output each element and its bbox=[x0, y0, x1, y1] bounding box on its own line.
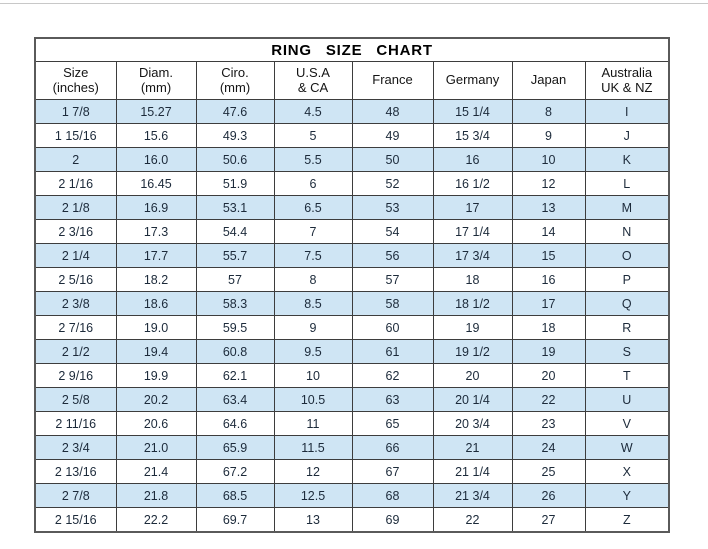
table-cell: 59.5 bbox=[196, 316, 274, 340]
table-cell: 50.6 bbox=[196, 148, 274, 172]
table-cell: 57 bbox=[196, 268, 274, 292]
column-header-line1: France bbox=[372, 72, 413, 88]
table-cell: 22.2 bbox=[116, 508, 196, 533]
table-cell: 9.5 bbox=[274, 340, 352, 364]
table-cell: 12 bbox=[512, 172, 585, 196]
table-cell: V bbox=[585, 412, 669, 436]
table-cell: 57 bbox=[352, 268, 433, 292]
column-header-line2: UK & NZ bbox=[601, 79, 653, 95]
table-row bbox=[35, 172, 669, 196]
table-cell: 21.8 bbox=[116, 484, 196, 508]
table-cell: 6 bbox=[274, 172, 352, 196]
table-cell: 19.9 bbox=[116, 364, 196, 388]
table-row bbox=[35, 292, 669, 316]
table-cell: 67.2 bbox=[196, 460, 274, 484]
table-cell: 21.4 bbox=[116, 460, 196, 484]
column-header-line2: (mm) bbox=[219, 79, 251, 95]
table-cell: 17 bbox=[512, 292, 585, 316]
table-row bbox=[35, 412, 669, 436]
table-cell: 15 3/4 bbox=[433, 124, 512, 148]
table-cell: 6.5 bbox=[274, 196, 352, 220]
table-cell: 18 1/2 bbox=[433, 292, 512, 316]
table-cell: 21.0 bbox=[116, 436, 196, 460]
table-cell: 15.27 bbox=[116, 100, 196, 124]
table-cell: 64.6 bbox=[196, 412, 274, 436]
table-cell: 26 bbox=[512, 484, 585, 508]
table-cell: 47.6 bbox=[196, 100, 274, 124]
table-cell: 19 bbox=[512, 340, 585, 364]
column-header bbox=[274, 62, 352, 100]
table-cell: 56 bbox=[352, 244, 433, 268]
table-cell: 2 5/16 bbox=[35, 268, 116, 292]
page-title: RING SIZE CHART bbox=[35, 38, 669, 62]
table-cell: 13 bbox=[274, 508, 352, 533]
column-header-line2: & CA bbox=[297, 79, 329, 95]
column-header bbox=[116, 62, 196, 100]
table-cell: Y bbox=[585, 484, 669, 508]
table-cell: 2 1/2 bbox=[35, 340, 116, 364]
table-cell: 9 bbox=[274, 316, 352, 340]
table-cell: 52 bbox=[352, 172, 433, 196]
table-cell: 25 bbox=[512, 460, 585, 484]
table-body bbox=[35, 100, 669, 533]
table-row bbox=[35, 388, 669, 412]
table-row bbox=[35, 364, 669, 388]
table-cell: 5.5 bbox=[274, 148, 352, 172]
table-cell: 15.6 bbox=[116, 124, 196, 148]
table-cell: 10.5 bbox=[274, 388, 352, 412]
column-header bbox=[352, 62, 433, 100]
table-cell: 1 15/16 bbox=[35, 124, 116, 148]
column-header bbox=[196, 62, 274, 100]
column-header-line1: U.S.A bbox=[296, 64, 330, 80]
table-row bbox=[35, 484, 669, 508]
table-cell: 16.0 bbox=[116, 148, 196, 172]
table-cell: 18.6 bbox=[116, 292, 196, 316]
table-cell: 20.2 bbox=[116, 388, 196, 412]
table-cell: 21 3/4 bbox=[433, 484, 512, 508]
top-divider-line bbox=[0, 3, 708, 4]
column-header-line2: (mm) bbox=[140, 79, 172, 95]
table-cell: 5 bbox=[274, 124, 352, 148]
table-cell: 49.3 bbox=[196, 124, 274, 148]
table-cell: 20 1/4 bbox=[433, 388, 512, 412]
table-cell: 69 bbox=[352, 508, 433, 533]
table-row bbox=[35, 436, 669, 460]
title-row bbox=[35, 38, 669, 62]
table-cell: Z bbox=[585, 508, 669, 533]
table-row bbox=[35, 220, 669, 244]
table-cell: 65.9 bbox=[196, 436, 274, 460]
table-cell: 62.1 bbox=[196, 364, 274, 388]
table-cell: 17 1/4 bbox=[433, 220, 512, 244]
table-cell: 49 bbox=[352, 124, 433, 148]
table-row bbox=[35, 244, 669, 268]
column-header-line1: Ciro. bbox=[221, 64, 249, 80]
table-cell: 20 3/4 bbox=[433, 412, 512, 436]
table-cell: 2 11/16 bbox=[35, 412, 116, 436]
table-cell: 55.7 bbox=[196, 244, 274, 268]
column-header-line1: Japan bbox=[530, 72, 567, 88]
table-cell: 53.1 bbox=[196, 196, 274, 220]
table-cell: 16.45 bbox=[116, 172, 196, 196]
table-cell: 17.7 bbox=[116, 244, 196, 268]
table-cell: 27 bbox=[512, 508, 585, 533]
table-row bbox=[35, 148, 669, 172]
table-cell: 66 bbox=[352, 436, 433, 460]
table-cell: 22 bbox=[512, 388, 585, 412]
table-row bbox=[35, 508, 669, 533]
table-row bbox=[35, 268, 669, 292]
table-cell: 2 3/8 bbox=[35, 292, 116, 316]
table-cell: 19 1/2 bbox=[433, 340, 512, 364]
table-cell: O bbox=[585, 244, 669, 268]
table-cell: 2 9/16 bbox=[35, 364, 116, 388]
table-cell: 19 bbox=[433, 316, 512, 340]
table-cell: 48 bbox=[352, 100, 433, 124]
table-cell: 20 bbox=[433, 364, 512, 388]
table-cell: N bbox=[585, 220, 669, 244]
table-cell: 7.5 bbox=[274, 244, 352, 268]
column-header-line2: (inches) bbox=[52, 79, 99, 95]
table-cell: 16.9 bbox=[116, 196, 196, 220]
table-cell: 10 bbox=[512, 148, 585, 172]
column-header bbox=[585, 62, 669, 100]
table-cell: U bbox=[585, 388, 669, 412]
table-cell: 11.5 bbox=[274, 436, 352, 460]
table-row bbox=[35, 100, 669, 124]
table-cell: 65 bbox=[352, 412, 433, 436]
table-cell: 12 bbox=[274, 460, 352, 484]
table-cell: 60.8 bbox=[196, 340, 274, 364]
table-cell: 8.5 bbox=[274, 292, 352, 316]
table-cell: 13 bbox=[512, 196, 585, 220]
column-header-line1: Australia bbox=[601, 64, 653, 80]
column-header-line1: Size bbox=[63, 64, 89, 80]
table-cell: 2 7/8 bbox=[35, 484, 116, 508]
table-cell: 15 1/4 bbox=[433, 100, 512, 124]
table-cell: 54 bbox=[352, 220, 433, 244]
table-cell: 2 1/16 bbox=[35, 172, 116, 196]
table-cell: 2 bbox=[35, 148, 116, 172]
table-cell: S bbox=[585, 340, 669, 364]
table-cell: 2 3/4 bbox=[35, 436, 116, 460]
table-row bbox=[35, 196, 669, 220]
table-cell: 2 1/4 bbox=[35, 244, 116, 268]
table-cell: 69.7 bbox=[196, 508, 274, 533]
table-cell: 2 13/16 bbox=[35, 460, 116, 484]
table-cell: 21 1/4 bbox=[433, 460, 512, 484]
table-cell: 50 bbox=[352, 148, 433, 172]
table-cell: 18.2 bbox=[116, 268, 196, 292]
table-cell: 2 15/16 bbox=[35, 508, 116, 533]
table-cell: 68.5 bbox=[196, 484, 274, 508]
table-cell: 51.9 bbox=[196, 172, 274, 196]
table-cell: L bbox=[585, 172, 669, 196]
table-cell: 68 bbox=[352, 484, 433, 508]
table-cell: T bbox=[585, 364, 669, 388]
table-row bbox=[35, 124, 669, 148]
column-header-line1: Diam. bbox=[139, 64, 173, 80]
table-cell: Q bbox=[585, 292, 669, 316]
table-cell: 17 bbox=[433, 196, 512, 220]
table-cell: 63.4 bbox=[196, 388, 274, 412]
table-cell: 60 bbox=[352, 316, 433, 340]
table-cell: 20 bbox=[512, 364, 585, 388]
table-cell: 18 bbox=[512, 316, 585, 340]
table-cell: 15 bbox=[512, 244, 585, 268]
table-cell: 62 bbox=[352, 364, 433, 388]
table-cell: 21 bbox=[433, 436, 512, 460]
table-cell: 19.0 bbox=[116, 316, 196, 340]
table-cell: M bbox=[585, 196, 669, 220]
table-cell: 16 1/2 bbox=[433, 172, 512, 196]
table-cell: X bbox=[585, 460, 669, 484]
table-cell: 12.5 bbox=[274, 484, 352, 508]
table-cell: 18 bbox=[433, 268, 512, 292]
table-cell: 67 bbox=[352, 460, 433, 484]
table-row bbox=[35, 460, 669, 484]
table-cell: 24 bbox=[512, 436, 585, 460]
table-cell: 58.3 bbox=[196, 292, 274, 316]
table-cell: 23 bbox=[512, 412, 585, 436]
table-cell: 63 bbox=[352, 388, 433, 412]
table-cell: 20.6 bbox=[116, 412, 196, 436]
table-cell: 9 bbox=[512, 124, 585, 148]
table-cell: 4.5 bbox=[274, 100, 352, 124]
table-cell: 2 5/8 bbox=[35, 388, 116, 412]
column-header-line1: Germany bbox=[445, 72, 500, 88]
table-cell: I bbox=[585, 100, 669, 124]
table-cell: 16 bbox=[433, 148, 512, 172]
table-cell: 54.4 bbox=[196, 220, 274, 244]
table-cell: 2 7/16 bbox=[35, 316, 116, 340]
table-cell: 61 bbox=[352, 340, 433, 364]
table-cell: 17 3/4 bbox=[433, 244, 512, 268]
table-row bbox=[35, 316, 669, 340]
table-cell: 53 bbox=[352, 196, 433, 220]
table-cell: R bbox=[585, 316, 669, 340]
table-cell: P bbox=[585, 268, 669, 292]
column-header bbox=[433, 62, 512, 100]
table-cell: 8 bbox=[512, 100, 585, 124]
table-cell: 22 bbox=[433, 508, 512, 533]
column-header bbox=[35, 62, 116, 100]
table-cell: K bbox=[585, 148, 669, 172]
table-cell: 8 bbox=[274, 268, 352, 292]
table-cell: 11 bbox=[274, 412, 352, 436]
table-cell: 19.4 bbox=[116, 340, 196, 364]
table-cell: 58 bbox=[352, 292, 433, 316]
column-header bbox=[512, 62, 585, 100]
table-cell: 16 bbox=[512, 268, 585, 292]
header-row bbox=[35, 62, 669, 100]
table-cell: J bbox=[585, 124, 669, 148]
table-cell: 1 7/8 bbox=[35, 100, 116, 124]
table-cell: 2 1/8 bbox=[35, 196, 116, 220]
table-cell: 17.3 bbox=[116, 220, 196, 244]
table-row bbox=[35, 340, 669, 364]
table-cell: 14 bbox=[512, 220, 585, 244]
ring-size-table bbox=[34, 37, 670, 533]
table-cell: 10 bbox=[274, 364, 352, 388]
table-cell: 2 3/16 bbox=[35, 220, 116, 244]
table-cell: W bbox=[585, 436, 669, 460]
table-cell: 7 bbox=[274, 220, 352, 244]
